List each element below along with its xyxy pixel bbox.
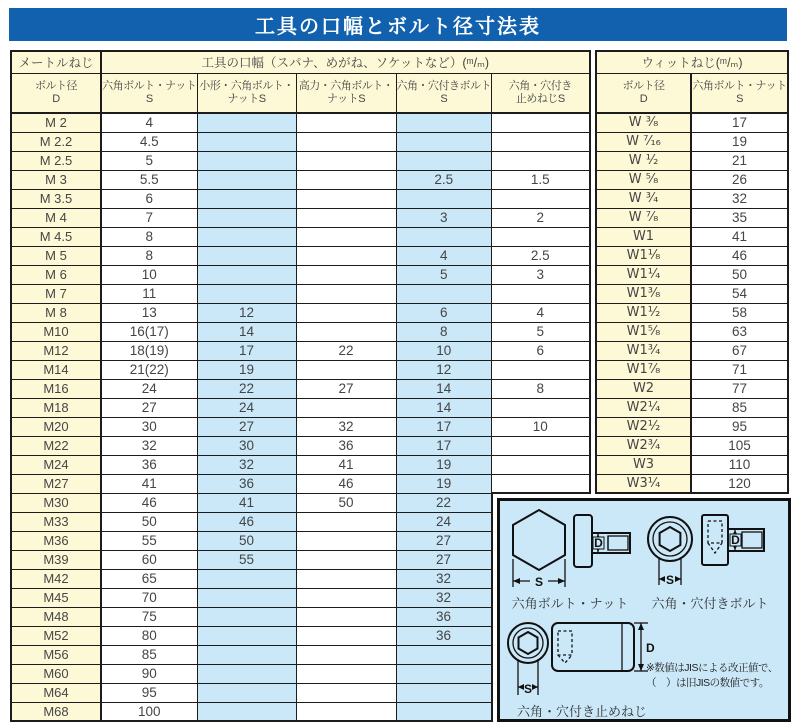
width-value-cell: 21 (691, 151, 788, 170)
table-row (596, 379, 788, 398)
bolt-diameter-cell: M 4 (11, 208, 101, 227)
table-row (11, 341, 590, 360)
width-value-cell (296, 550, 396, 569)
column-header: ボルト径 D (596, 73, 691, 113)
width-value-cell: 36 (396, 626, 492, 645)
width-value-cell (296, 208, 396, 227)
width-value-cell: 35 (691, 208, 788, 227)
width-value-cell: 8 (101, 227, 197, 246)
diagram-caption-socket-bolt: 六角・穴付きボルト (651, 596, 769, 611)
metric-group-label: メートルねじ (11, 51, 101, 73)
table-row (596, 189, 788, 208)
bolt-diameter-cell: W2 (596, 379, 691, 398)
bolt-diameter-cell: W ⁷⁄₈ (596, 208, 691, 227)
bolt-diameter-cell: W ³⁄₈ (596, 113, 691, 132)
d-dim-label: D (646, 641, 655, 655)
socket-head-bolt-diagram (644, 509, 768, 593)
bolt-diameter-cell: W3¹⁄₄ (596, 474, 691, 493)
width-value-cell (296, 607, 396, 626)
table-row (596, 170, 788, 189)
bolt-diameter-cell: M 4.5 (11, 227, 101, 246)
width-value-cell: 1.5 (492, 170, 590, 189)
width-value-cell: 22 (396, 493, 492, 512)
width-value-cell: 65 (101, 569, 197, 588)
width-value-cell (197, 246, 296, 265)
bolt-diameter-cell: W ³⁄₄ (596, 189, 691, 208)
width-value-cell (396, 683, 492, 702)
tool-width-group-label: 工具の口幅（スパナ、めがね、ソケットなど）(ᵐ/ₘ) (101, 51, 590, 73)
bolt-diameter-cell: M 6 (11, 265, 101, 284)
width-value-cell: 8 (101, 246, 197, 265)
whitworth-thread-table (595, 50, 789, 494)
width-value-cell: 13 (101, 303, 197, 322)
width-value-cell (492, 284, 590, 303)
table-row (11, 436, 590, 455)
width-value-cell: 46 (296, 474, 396, 493)
width-value-cell (396, 702, 492, 721)
width-value-cell: 2.5 (396, 170, 492, 189)
width-value-cell: 6 (396, 303, 492, 322)
width-value-cell: 32 (396, 588, 492, 607)
bolt-diameter-cell: M 2.5 (11, 151, 101, 170)
width-value-cell: 10 (492, 417, 590, 436)
width-value-cell: 46 (691, 246, 788, 265)
bolt-diameter-cell: W1 (596, 227, 691, 246)
bolt-diameter-cell: M56 (11, 645, 101, 664)
table-row (11, 474, 590, 493)
width-value-cell: 17 (197, 341, 296, 360)
width-value-cell: 3 (396, 208, 492, 227)
width-value-cell: 95 (101, 683, 197, 702)
width-value-cell: 8 (492, 379, 590, 398)
width-value-cell: 2.5 (492, 246, 590, 265)
bolt-diameter-cell: W2¹⁄₄ (596, 398, 691, 417)
width-value-cell: 71 (691, 360, 788, 379)
bolt-diameter-cell: M24 (11, 455, 101, 474)
width-value-cell: 32 (197, 455, 296, 474)
width-value-cell: 5 (492, 322, 590, 341)
table-row (11, 151, 590, 170)
width-value-cell (492, 227, 590, 246)
table-row (11, 284, 590, 303)
bolt-diameter-cell: M48 (11, 607, 101, 626)
table-row (596, 474, 788, 493)
width-value-cell: 75 (101, 607, 197, 626)
table-row (11, 322, 590, 341)
width-value-cell (296, 664, 396, 683)
width-value-cell (296, 284, 396, 303)
width-value-cell: 85 (691, 398, 788, 417)
column-header: 六角・穴付きボルト S (396, 73, 492, 113)
width-value-cell (492, 132, 590, 151)
table-row (596, 455, 788, 474)
width-value-cell (296, 645, 396, 664)
width-value-cell: 21(22) (101, 360, 197, 379)
bolt-diameter-cell: W1⁵⁄₈ (596, 322, 691, 341)
bolt-diameter-cell: W ⁷⁄₁₆ (596, 132, 691, 151)
width-value-cell (296, 398, 396, 417)
table-row (596, 341, 788, 360)
table-row (11, 417, 590, 436)
width-value-cell (197, 113, 296, 132)
width-value-cell (296, 303, 396, 322)
width-value-cell (296, 569, 396, 588)
width-value-cell: 36 (396, 607, 492, 626)
width-value-cell (396, 227, 492, 246)
bolt-diameter-cell: W1¹⁄₂ (596, 303, 691, 322)
width-value-cell: 36 (296, 436, 396, 455)
bolt-diameter-cell: M33 (11, 512, 101, 531)
width-value-cell: 27 (296, 379, 396, 398)
hex-bolt-diagram (506, 507, 634, 593)
width-value-cell: 58 (691, 303, 788, 322)
width-value-cell (492, 436, 590, 455)
bolt-diameter-cell: M 3.5 (11, 189, 101, 208)
table-row (596, 436, 788, 455)
width-value-cell: 17 (396, 436, 492, 455)
bolt-diameter-cell: M22 (11, 436, 101, 455)
bolt-diameter-cell: M45 (11, 588, 101, 607)
group-header-row (596, 51, 788, 73)
width-value-cell: 90 (101, 664, 197, 683)
bolt-diameter-cell: M 3 (11, 170, 101, 189)
width-value-cell: 7 (101, 208, 197, 227)
width-value-cell: 5.5 (101, 170, 197, 189)
diagram-caption-set-screw: 六角・穴付き止めねじ (516, 704, 647, 719)
whitworth-group-label: ウィットねじ(ᵐ/ₘ) (596, 51, 788, 73)
width-value-cell: 19 (197, 360, 296, 379)
width-value-cell: 80 (101, 626, 197, 645)
width-value-cell: 46 (101, 493, 197, 512)
width-value-cell: 12 (396, 360, 492, 379)
width-value-cell: 2 (492, 208, 590, 227)
bolt-diameter-cell: M 8 (11, 303, 101, 322)
width-value-cell: 10 (101, 265, 197, 284)
bolt-diameter-cell: M16 (11, 379, 101, 398)
width-value-cell (296, 132, 396, 151)
width-value-cell (296, 265, 396, 284)
table-row (11, 113, 590, 132)
bolt-diameter-cell: W1¹⁄₈ (596, 246, 691, 265)
width-value-cell: 14 (197, 322, 296, 341)
width-value-cell: 19 (396, 474, 492, 493)
width-value-cell (197, 284, 296, 303)
table-row (596, 265, 788, 284)
width-value-cell: 27 (396, 550, 492, 569)
width-value-cell (296, 170, 396, 189)
bolt-diameter-cell: M 5 (11, 246, 101, 265)
width-value-cell: 19 (691, 132, 788, 151)
width-value-cell: 50 (197, 531, 296, 550)
width-value-cell: 27 (396, 531, 492, 550)
width-value-cell: 32 (396, 569, 492, 588)
table-row (596, 398, 788, 417)
page-title: 工具の口幅とボルト径寸法表 (9, 8, 787, 41)
table-row (11, 132, 590, 151)
width-value-cell: 55 (197, 550, 296, 569)
bolt-diameter-cell: M10 (11, 322, 101, 341)
width-value-cell: 30 (101, 417, 197, 436)
bolt-diameter-cell: M12 (11, 341, 101, 360)
table-row (596, 151, 788, 170)
width-value-cell: 32 (101, 436, 197, 455)
column-header: ボルト径 D (11, 73, 101, 113)
column-header: 小形・六角ボルト・ ナットS (197, 73, 296, 113)
width-value-cell (296, 683, 396, 702)
width-value-cell (492, 455, 590, 474)
table-row (11, 246, 590, 265)
width-value-cell (396, 113, 492, 132)
width-value-cell (197, 626, 296, 645)
width-value-cell: 105 (691, 436, 788, 455)
width-value-cell: 32 (691, 189, 788, 208)
width-value-cell: 85 (101, 645, 197, 664)
width-value-cell (396, 284, 492, 303)
width-value-cell: 110 (691, 455, 788, 474)
table-row (596, 132, 788, 151)
width-value-cell (197, 132, 296, 151)
width-value-cell (296, 702, 396, 721)
width-value-cell (197, 569, 296, 588)
table-row (11, 189, 590, 208)
jis-note-line1: ※数値はJISによる改正値で、 (646, 662, 778, 674)
s-dim-label: S (665, 573, 675, 587)
bolt-diameter-cell: W ¹⁄₂ (596, 151, 691, 170)
width-value-cell: 46 (197, 512, 296, 531)
width-value-cell (492, 474, 590, 493)
width-value-cell: 3 (492, 265, 590, 284)
width-value-cell (197, 664, 296, 683)
bolt-diameter-cell: M 2 (11, 113, 101, 132)
table-row (11, 360, 590, 379)
width-value-cell: 50 (296, 493, 396, 512)
width-value-cell: 30 (197, 436, 296, 455)
width-value-cell: 6 (101, 189, 197, 208)
bolt-diameter-cell: W1¹⁄₄ (596, 265, 691, 284)
width-value-cell: 67 (691, 341, 788, 360)
bolt-diameter-cell: M68 (11, 702, 101, 721)
width-value-cell: 18(19) (101, 341, 197, 360)
bolt-diameter-cell: M27 (11, 474, 101, 493)
table-row (596, 208, 788, 227)
bolt-diameter-cell: W2³⁄₄ (596, 436, 691, 455)
width-value-cell: 95 (691, 417, 788, 436)
bolt-diameter-cell: M52 (11, 626, 101, 645)
width-value-cell: 41 (691, 227, 788, 246)
table-row (596, 113, 788, 132)
bolt-diameter-cell: M18 (11, 398, 101, 417)
width-value-cell (296, 512, 396, 531)
s-dim-label: S (523, 682, 533, 696)
column-header: 六角・穴付き 止めねじS (492, 73, 590, 113)
bolt-diameter-cell: M36 (11, 531, 101, 550)
bolt-diameter-cell: M64 (11, 683, 101, 702)
width-value-cell (296, 531, 396, 550)
bolt-diameter-cell: M39 (11, 550, 101, 569)
width-value-cell: 54 (691, 284, 788, 303)
width-value-cell: 36 (101, 455, 197, 474)
width-value-cell: 120 (691, 474, 788, 493)
width-value-cell: 17 (691, 113, 788, 132)
bolt-diameter-cell: W2¹⁄₂ (596, 417, 691, 436)
width-value-cell (296, 626, 396, 645)
width-value-cell (492, 189, 590, 208)
width-value-cell (197, 588, 296, 607)
width-value-cell (396, 664, 492, 683)
column-header: 六角ボルト・ナット S (691, 73, 788, 113)
width-value-cell (197, 702, 296, 721)
width-value-cell (492, 113, 590, 132)
width-value-cell (296, 246, 396, 265)
width-value-cell (396, 645, 492, 664)
width-value-cell: 14 (396, 379, 492, 398)
width-value-cell: 5 (396, 265, 492, 284)
width-value-cell: 27 (101, 398, 197, 417)
jis-note (646, 661, 790, 691)
width-value-cell: 11 (101, 284, 197, 303)
bolt-diameter-cell: M14 (11, 360, 101, 379)
diagram-caption-hex-bolt: 六角ボルト・ナット (511, 596, 629, 611)
bolt-diameter-cell: M42 (11, 569, 101, 588)
width-value-cell: 70 (101, 588, 197, 607)
width-value-cell (296, 588, 396, 607)
width-value-cell: 24 (101, 379, 197, 398)
width-value-cell: 12 (197, 303, 296, 322)
bolt-diameter-cell: M20 (11, 417, 101, 436)
width-value-cell: 24 (396, 512, 492, 531)
width-value-cell: 41 (101, 474, 197, 493)
bolt-diameter-cell: M 7 (11, 284, 101, 303)
column-header-row (11, 73, 590, 113)
width-value-cell (197, 151, 296, 170)
width-value-cell (296, 113, 396, 132)
table-row (11, 208, 590, 227)
table-row (11, 227, 590, 246)
width-value-cell (492, 360, 590, 379)
table-row (596, 322, 788, 341)
width-value-cell: 36 (197, 474, 296, 493)
width-value-cell: 27 (197, 417, 296, 436)
width-value-cell: 4.5 (101, 132, 197, 151)
width-value-cell (296, 227, 396, 246)
d-dim-label: D (731, 533, 740, 547)
width-value-cell: 14 (396, 398, 492, 417)
table-row (596, 360, 788, 379)
width-value-cell: 4 (396, 246, 492, 265)
width-value-cell: 41 (296, 455, 396, 474)
table-row (11, 379, 590, 398)
width-value-cell: 32 (296, 417, 396, 436)
width-value-cell: 55 (101, 531, 197, 550)
width-value-cell (197, 607, 296, 626)
width-value-cell (296, 151, 396, 170)
d-dim-label: D (594, 536, 603, 550)
width-value-cell: 4 (492, 303, 590, 322)
width-value-cell: 16(17) (101, 322, 197, 341)
column-header: 高力・六角ボルト・ ナットS (296, 73, 396, 113)
width-value-cell: 50 (691, 265, 788, 284)
table-row (11, 398, 590, 417)
jis-note-line2: （ ）は旧JISの数値です。 (646, 677, 769, 689)
width-value-cell (197, 645, 296, 664)
width-value-cell: 60 (101, 550, 197, 569)
width-value-cell (197, 683, 296, 702)
table-row (11, 303, 590, 322)
bolt-diameter-cell: W3 (596, 455, 691, 474)
table-row (596, 246, 788, 265)
width-value-cell: 6 (492, 341, 590, 360)
width-value-cell (396, 132, 492, 151)
group-header-row (11, 51, 590, 73)
width-value-cell (197, 227, 296, 246)
bolt-diameter-cell: W1⁷⁄₈ (596, 360, 691, 379)
table-row (596, 227, 788, 246)
width-value-cell: 10 (396, 341, 492, 360)
bolt-diameter-cell: W1³⁄₄ (596, 341, 691, 360)
table-row (596, 284, 788, 303)
width-value-cell: 22 (296, 341, 396, 360)
width-value-cell (492, 151, 590, 170)
width-value-cell: 17 (396, 417, 492, 436)
width-value-cell (396, 189, 492, 208)
s-dim-label: S (534, 575, 544, 589)
width-value-cell: 77 (691, 379, 788, 398)
width-value-cell (197, 170, 296, 189)
table-row (11, 455, 590, 474)
column-header: 六角ボルト・ナット S (101, 73, 197, 113)
width-value-cell: 63 (691, 322, 788, 341)
bolt-diagram-panel (497, 498, 791, 722)
table-row (596, 303, 788, 322)
width-value-cell (296, 360, 396, 379)
width-value-cell (296, 189, 396, 208)
width-value-cell: 19 (396, 455, 492, 474)
bolt-diameter-cell: W ⁵⁄₈ (596, 170, 691, 189)
width-value-cell: 8 (396, 322, 492, 341)
width-value-cell: 41 (197, 493, 296, 512)
width-value-cell: 5 (101, 151, 197, 170)
width-value-cell (396, 151, 492, 170)
width-value-cell (197, 189, 296, 208)
table-row (11, 170, 590, 189)
width-value-cell: 22 (197, 379, 296, 398)
column-header-row (596, 73, 788, 113)
bolt-diameter-cell: M60 (11, 664, 101, 683)
width-value-cell: 26 (691, 170, 788, 189)
bolt-diameter-cell: W1³⁄₈ (596, 284, 691, 303)
table-row (11, 265, 590, 284)
set-screw-diagram (504, 615, 658, 701)
width-value-cell: 100 (101, 702, 197, 721)
width-value-cell: 50 (101, 512, 197, 531)
width-value-cell: 4 (101, 113, 197, 132)
width-value-cell: 24 (197, 398, 296, 417)
table-row (596, 417, 788, 436)
width-value-cell (492, 398, 590, 417)
width-value-cell (296, 322, 396, 341)
bolt-diameter-cell: M30 (11, 493, 101, 512)
width-value-cell (197, 208, 296, 227)
width-value-cell (197, 265, 296, 284)
bolt-diameter-cell: M 2.2 (11, 132, 101, 151)
